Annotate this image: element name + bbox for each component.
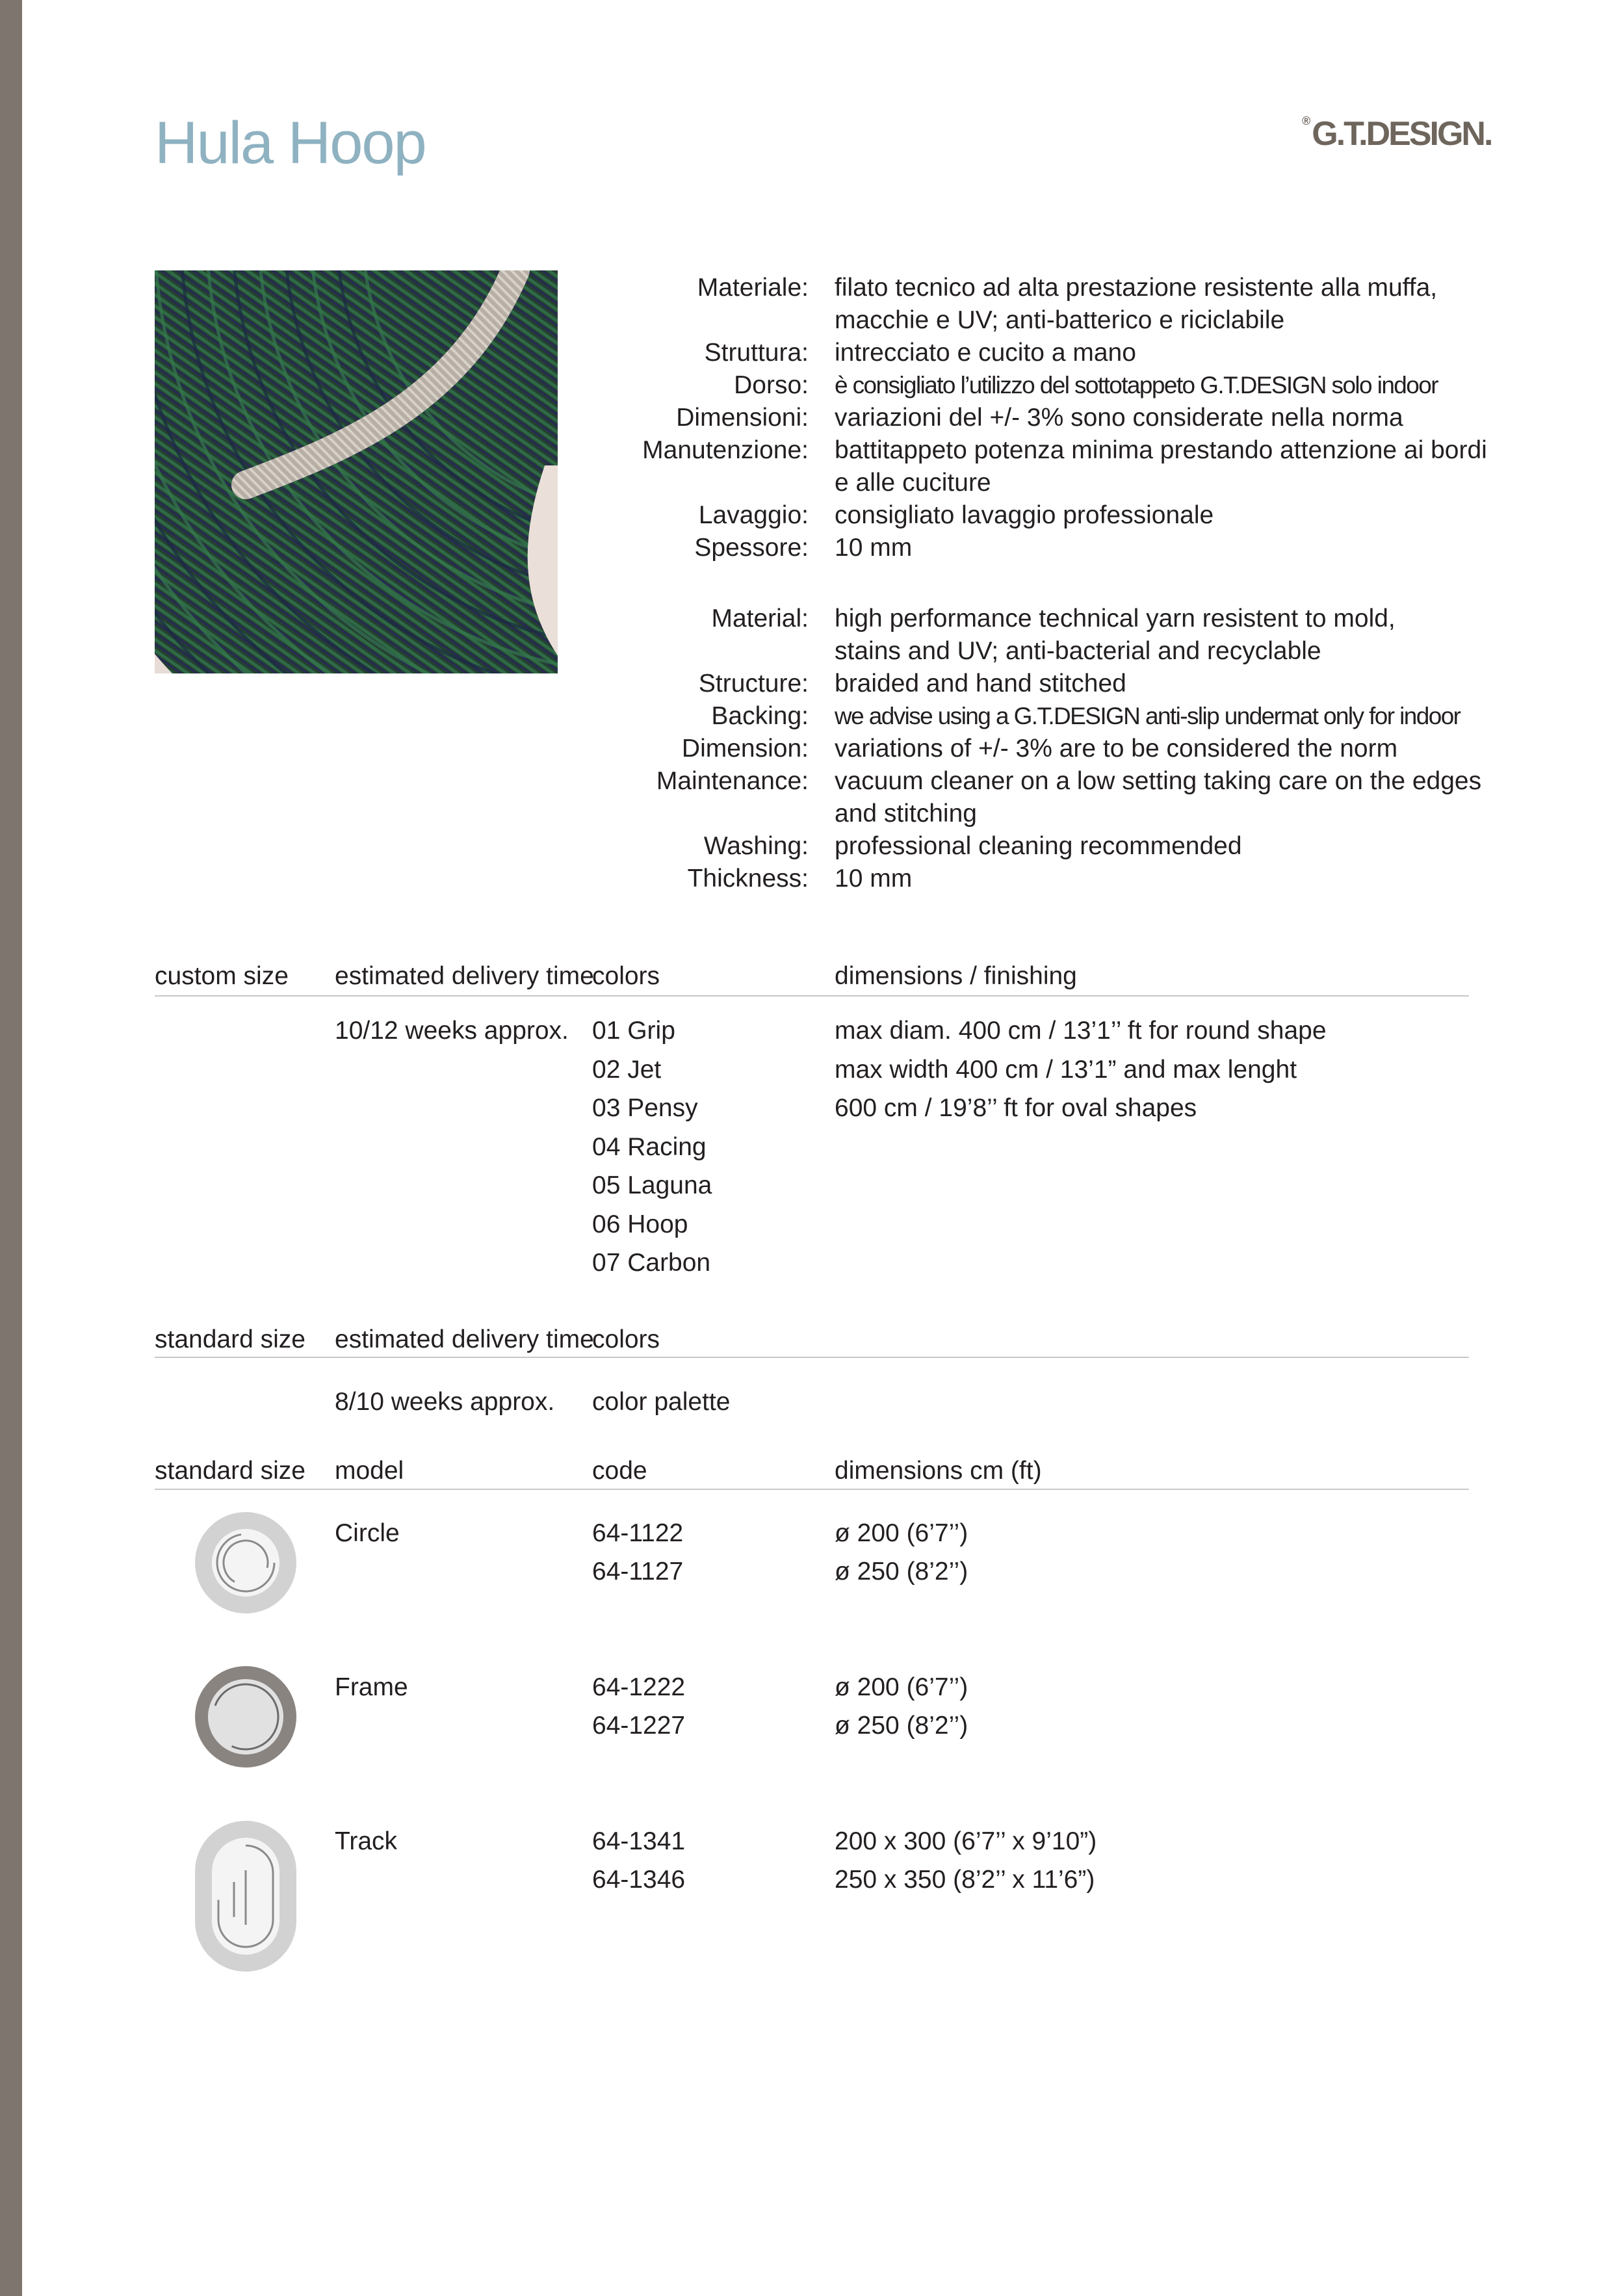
spec-label: Manutenzione: bbox=[642, 436, 809, 464]
spec-value: braided and hand stitched bbox=[835, 670, 1126, 698]
spec-label: Structure: bbox=[698, 670, 809, 698]
model-dimension: ø 200 (6’7’’) bbox=[835, 1673, 968, 1701]
divider bbox=[155, 1357, 1469, 1358]
spec-label: Dimension: bbox=[681, 735, 809, 763]
custom-colors-header: colors bbox=[592, 962, 660, 990]
standard-colors-header: colors bbox=[592, 1325, 660, 1353]
spec-value: battitappeto potenza minima prestando attenzione ai bordi bbox=[835, 436, 1487, 464]
color-item: 06 Hoop bbox=[592, 1210, 688, 1238]
spec-label: Material: bbox=[711, 605, 809, 633]
spec-label: Lavaggio: bbox=[698, 501, 809, 529]
spec-label: Materiale: bbox=[697, 274, 809, 302]
code-header: code bbox=[592, 1457, 647, 1485]
registered-mark: ® bbox=[1302, 114, 1311, 127]
standard-delivery-value: 8/10 weeks approx. bbox=[335, 1388, 555, 1416]
color-item: 03 Pensy bbox=[592, 1094, 698, 1122]
dimension-item: max diam. 400 cm / 13’1’’ ft for round shape bbox=[835, 1017, 1327, 1045]
model-code: 64-1127 bbox=[592, 1558, 684, 1585]
spec-label: Spessore: bbox=[694, 534, 809, 562]
divider bbox=[155, 1489, 1469, 1490]
dimensions-header: dimensions cm (ft) bbox=[835, 1457, 1042, 1485]
circle-rug-icon bbox=[194, 1511, 298, 1615]
model-dimension: 250 x 350 (8’2’’ x 11’6”) bbox=[835, 1866, 1095, 1894]
color-item: 04 Racing bbox=[592, 1132, 707, 1161]
spec-label: Struttura: bbox=[704, 339, 809, 367]
brand-logo bbox=[1302, 114, 1491, 153]
spec-value: vacuum cleaner on a low setting taking care on the edges bbox=[835, 767, 1482, 795]
page-title: Hula Hoop bbox=[155, 110, 426, 176]
spec-label: Dorso: bbox=[734, 371, 809, 399]
track-rug-icon bbox=[194, 1820, 298, 1973]
spec-label: Backing: bbox=[711, 702, 809, 730]
spec-value: e alle cuciture bbox=[835, 469, 991, 497]
spec-value: we advise using a G.T.DESIGN anti-slip undermat only for indoor bbox=[835, 703, 1461, 729]
spec-label: Thickness: bbox=[687, 865, 809, 893]
color-item: 07 Carbon bbox=[592, 1249, 711, 1277]
divider bbox=[155, 995, 1469, 997]
color-item: 02 Jet bbox=[592, 1055, 662, 1084]
color-item: 01 Grip bbox=[592, 1017, 675, 1045]
custom-delivery-header: estimated delivery time bbox=[335, 962, 594, 990]
model-name: Circle bbox=[335, 1519, 400, 1547]
model-code: 64-1227 bbox=[592, 1712, 686, 1740]
frame-rug-icon bbox=[194, 1665, 298, 1769]
model-code: 64-1346 bbox=[592, 1866, 686, 1894]
model-dimension: ø 200 (6’7’’) bbox=[835, 1519, 968, 1547]
dimension-item: 600 cm / 19’8’’ ft for oval shapes bbox=[835, 1094, 1197, 1122]
brand-name: G.T.DESIGN. bbox=[1312, 115, 1492, 153]
spec-value: professional cleaning recommended bbox=[835, 832, 1242, 860]
models-size-header: standard size bbox=[155, 1457, 305, 1485]
model-dimension: ø 250 (8’2’’) bbox=[835, 1712, 968, 1740]
spec-label: Maintenance: bbox=[656, 767, 809, 795]
spec-value: 10 mm bbox=[835, 865, 913, 893]
spec-label: Washing: bbox=[703, 832, 809, 860]
model-code: 64-1341 bbox=[592, 1827, 686, 1855]
spec-value: filato tecnico ad alta prestazione resistente alla muffa, bbox=[835, 274, 1438, 302]
model-name: Frame bbox=[335, 1673, 408, 1701]
standard-size-header: standard size bbox=[155, 1325, 305, 1353]
spec-value: and stitching bbox=[835, 800, 977, 828]
color-item: 05 Laguna bbox=[592, 1171, 712, 1199]
model-code: 64-1222 bbox=[592, 1673, 686, 1701]
spec-value: stains and UV; anti-bacterial and recyclable bbox=[835, 637, 1321, 665]
spec-value: 10 mm bbox=[835, 534, 913, 562]
dimension-item: max width 400 cm / 13’1” and max lenght bbox=[835, 1055, 1297, 1084]
custom-size-header: custom size bbox=[155, 962, 289, 990]
spec-value: variations of +/- 3% are to be considered the norm bbox=[835, 735, 1398, 763]
spec-label: Dimensioni: bbox=[676, 404, 809, 432]
model-code: 64-1122 bbox=[592, 1519, 684, 1547]
spec-value: macchie e UV; anti-batterico e riciclabile bbox=[835, 306, 1285, 334]
model-header: model bbox=[335, 1457, 404, 1485]
custom-dimensions-header: dimensions / finishing bbox=[835, 962, 1077, 990]
custom-delivery-value: 10/12 weeks approx. bbox=[335, 1017, 569, 1045]
spec-value: consigliato lavaggio professionale bbox=[835, 501, 1214, 529]
standard-colors-value: color palette bbox=[592, 1388, 731, 1416]
spec-value: è consigliato l’utilizzo del sottotappeto G.T.DESIGN solo indoor bbox=[835, 372, 1438, 398]
spec-value: high performance technical yarn resistent to mold, bbox=[835, 605, 1396, 633]
standard-delivery-header: estimated delivery time bbox=[335, 1325, 594, 1353]
model-name: Track bbox=[335, 1827, 398, 1855]
spec-value: intrecciato e cucito a mano bbox=[835, 339, 1136, 367]
model-dimension: 200 x 300 (6’7’’ x 9’10”) bbox=[835, 1827, 1097, 1855]
spec-value: variazioni del +/- 3% sono considerate nella norma bbox=[835, 404, 1403, 432]
model-dimension: ø 250 (8’2’’) bbox=[835, 1558, 968, 1585]
